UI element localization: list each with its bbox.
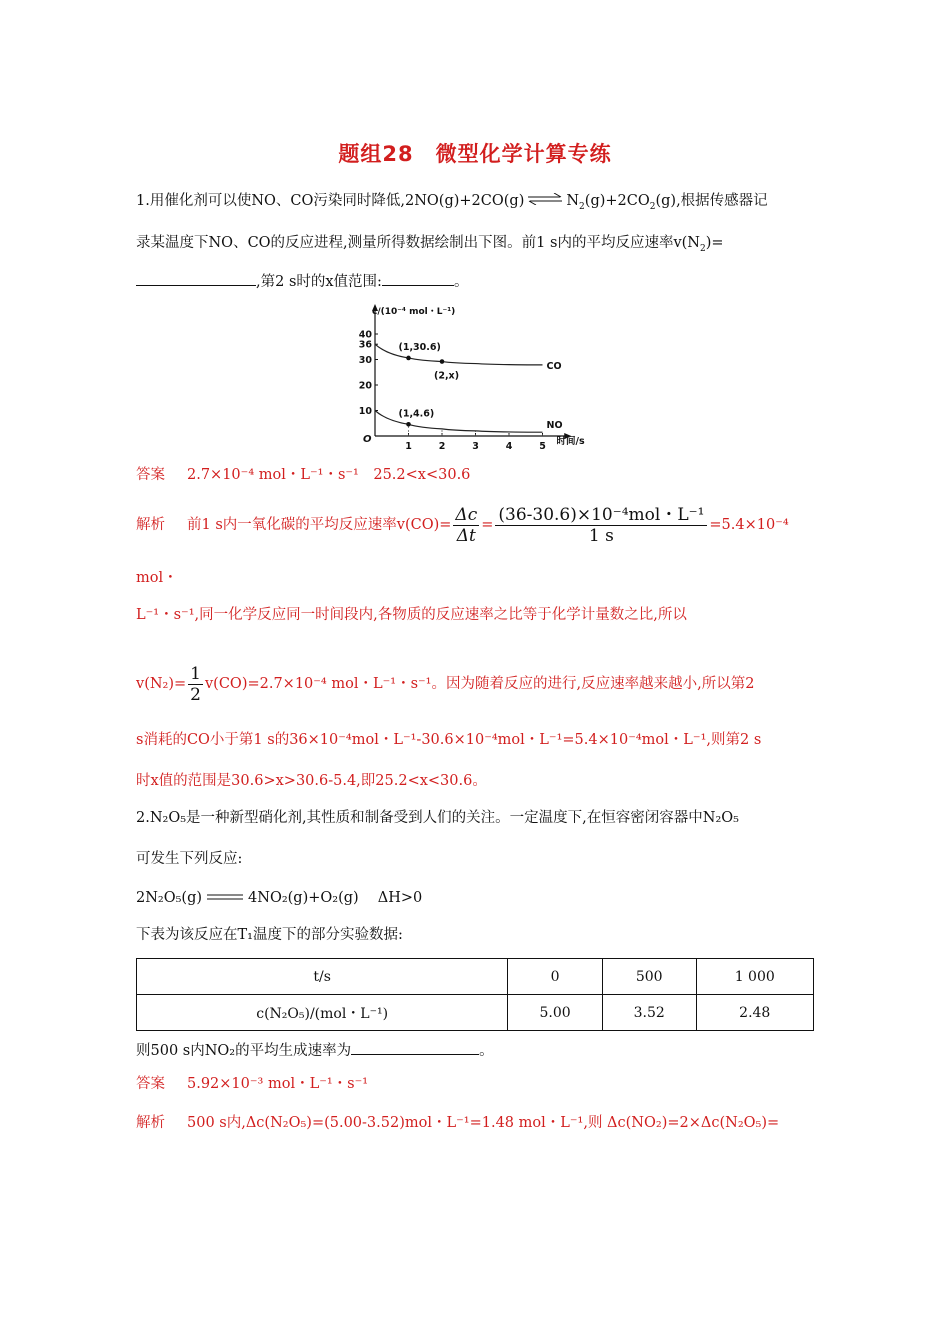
data-point-label: (1,30.6) — [398, 341, 441, 353]
a1-analysis-line-2 — [136, 568, 178, 588]
x-tick-label: 4 — [505, 441, 513, 450]
table-cell: c(N₂O₅)/(mol・L⁻¹) — [137, 995, 508, 1031]
a1-analysis-line-6 — [136, 771, 487, 791]
table-cell: t/s — [137, 959, 508, 995]
x-tick-label: 2 — [438, 441, 446, 450]
analysis-text: s消耗的CO小于第1 s的36×10⁻⁴mol・L⁻¹-30.6×10⁻⁴mol・L⁻¹=5.4×10⁻⁴mol・L⁻¹,则第2 s — [136, 732, 762, 748]
q1-text: )= — [705, 235, 724, 251]
data-point — [406, 422, 411, 427]
reversible-arrow-icon — [527, 191, 563, 211]
answer-blank[interactable] — [136, 271, 256, 286]
data-point — [406, 356, 411, 361]
q1-text: (g)+2CO — [584, 193, 650, 209]
y-tick-label: 10 — [358, 406, 372, 417]
q2-line-2 — [136, 849, 242, 869]
a1-analysis-line-1: 解析 前1 s内一氧化碳的平均反应速率v(CO)= $\frac{\Delta c}{\Delta t}$ = $\frac{\text{(36-30.6)×10⁻⁴mol・L⁻¹}}{1 s}$ =5.4×10⁻⁴ — [136, 504, 789, 546]
x-tick-label: 3 — [472, 441, 479, 450]
analysis-label: 解析 — [136, 517, 165, 533]
q1-text: ,第2 s时的x值范围: — [256, 274, 382, 290]
q2-equation — [136, 888, 422, 908]
table-cell: 1 000 — [696, 959, 813, 995]
q1-line-2: 录某温度下NO、CO的反应进程,测量所得数据绘制出下图。前1 s内的平均反应速率$v(N_2)=$ — [136, 235, 724, 254]
analysis-text: L⁻¹・s⁻¹,同一化学反应同一时间段内,各物质的反应速率之比等于化学计量数之比,所以 — [136, 607, 687, 623]
answer-blank[interactable] — [382, 271, 454, 286]
x-axis-label: 时间/s — [556, 436, 585, 447]
analysis-text: 时x值的范围是30.6>x>30.6-5.4,即25.2<x<30.6。 — [136, 773, 487, 789]
analysis-text: v(N₂)= — [136, 676, 187, 692]
a1-analysis-line-4 — [136, 662, 754, 706]
y-tick-label: 20 — [358, 380, 372, 392]
delta-fraction: $\frac{\Delta c}{\Delta t}$ — [455, 504, 478, 546]
table-cell: 3.52 — [602, 995, 696, 1031]
q1-text: 录某温度下NO、CO的反应进程,测量所得数据绘制出下图。前1 s内的平均反应速率v(N — [136, 235, 700, 251]
q2-line-3 — [136, 925, 403, 945]
y-axis-label: c/(10⁻⁴ mol・L⁻¹) — [372, 307, 456, 317]
answer-text: 5.92×10⁻³ mol・L⁻¹・s⁻¹ — [187, 1076, 369, 1092]
analysis-text: =5.4×10⁻⁴ — [709, 517, 789, 533]
x-tick-label: 1 — [405, 441, 412, 450]
table-cell: 500 — [602, 959, 696, 995]
q2-text: 2N₂O₅(g) — [136, 890, 203, 906]
q1-text: 1.用催化剂可以使NO、CO污染同时降低,2NO(g)+2CO(g) — [136, 193, 525, 209]
q1-line-3 — [136, 271, 468, 292]
a2-analysis-line — [136, 1113, 779, 1133]
q2-text: 则500 s内NO₂的平均生成速率为 — [136, 1043, 352, 1059]
answer-label: 答案 — [136, 1076, 165, 1092]
data-point — [440, 359, 445, 364]
half-fraction: $\frac{1}{2}$ — [190, 663, 201, 705]
a2-answer-line — [136, 1074, 368, 1094]
answer-text: 2.7×10⁻⁴ mol・L⁻¹・s⁻¹ 25.2<x<30.6 — [187, 467, 471, 483]
x-tick-label: 5 — [539, 441, 546, 450]
data-point-label: (2,x) — [434, 370, 460, 382]
y-tick-label: 30 — [358, 355, 372, 366]
a1-analysis-line-5 — [136, 730, 761, 750]
q1-text: 。 — [453, 274, 469, 290]
table-cell: 0 — [508, 959, 603, 995]
q2-line-1 — [136, 808, 739, 828]
answer-label: 答案 — [136, 467, 165, 483]
q2-text: 4NO₂(g)+O₂(g) ΔH>0 — [248, 890, 423, 906]
q1-line-1: 1.用催化剂可以使NO、CO污染同时降低,2NO(g)+2CO(g) $N_2(g)+2CO_2(g)$,根据传感器记 — [136, 193, 768, 212]
series-label-no: NO — [546, 420, 563, 432]
rate-fraction: $\frac{\text{(36-30.6)×10⁻⁴mol・L⁻¹}}{1 s}$ — [495, 505, 707, 546]
table-cell: 2.48 — [696, 995, 813, 1031]
q2-text: 可发生下列反应: — [136, 851, 243, 867]
origin-label: O — [363, 434, 372, 445]
a1-analysis-line-3 — [136, 605, 687, 625]
equilibrium-sign-icon — [205, 888, 245, 908]
table-row — [137, 959, 814, 995]
a1-answer-line — [136, 465, 470, 485]
analysis-text: mol・ — [136, 570, 178, 586]
q1-text: N — [566, 193, 580, 209]
q1-text: (g),根据传感器记 — [655, 193, 768, 209]
y-tick-label: 36 — [358, 339, 372, 351]
q2-line-4 — [136, 1040, 494, 1061]
analysis-text: v(CO)=2.7×10⁻⁴ mol・L⁻¹・s⁻¹。因为随着反应的进行,反应速率越来越小,所以第2 — [204, 676, 755, 692]
analysis-text: 500 s内,Δc(N₂O₅)=(5.00-3.52)mol・L⁻¹=1.48 mol・L⁻¹,则 Δc(NO₂)=2×Δc(N₂O₅)= — [187, 1115, 780, 1131]
q2-text: 下表为该反应在T₁温度下的部分实验数据: — [136, 927, 403, 943]
q2-text: 。 — [479, 1043, 494, 1059]
concentration-time-chart — [355, 298, 625, 450]
analysis-label: 解析 — [136, 1115, 165, 1131]
answer-blank[interactable] — [351, 1040, 479, 1055]
series-label-co: CO — [546, 360, 562, 372]
y-tick-label: 40 — [358, 329, 372, 341]
experiment-table — [136, 958, 814, 1031]
data-point-label: (1,4.6) — [398, 408, 435, 420]
table-cell: 5.00 — [508, 995, 603, 1031]
page-title: 题组28 微型化学计算专练 — [338, 142, 612, 166]
analysis-text: 前1 s内一氧化碳的平均反应速率v(CO)= — [187, 517, 452, 533]
q2-text: 2.N₂O₅是一种新型硝化剂,其性质和制备受到人们的关注。一定温度下,在恒容密闭容器中N₂O₅ — [136, 810, 739, 826]
table-row — [137, 995, 814, 1031]
